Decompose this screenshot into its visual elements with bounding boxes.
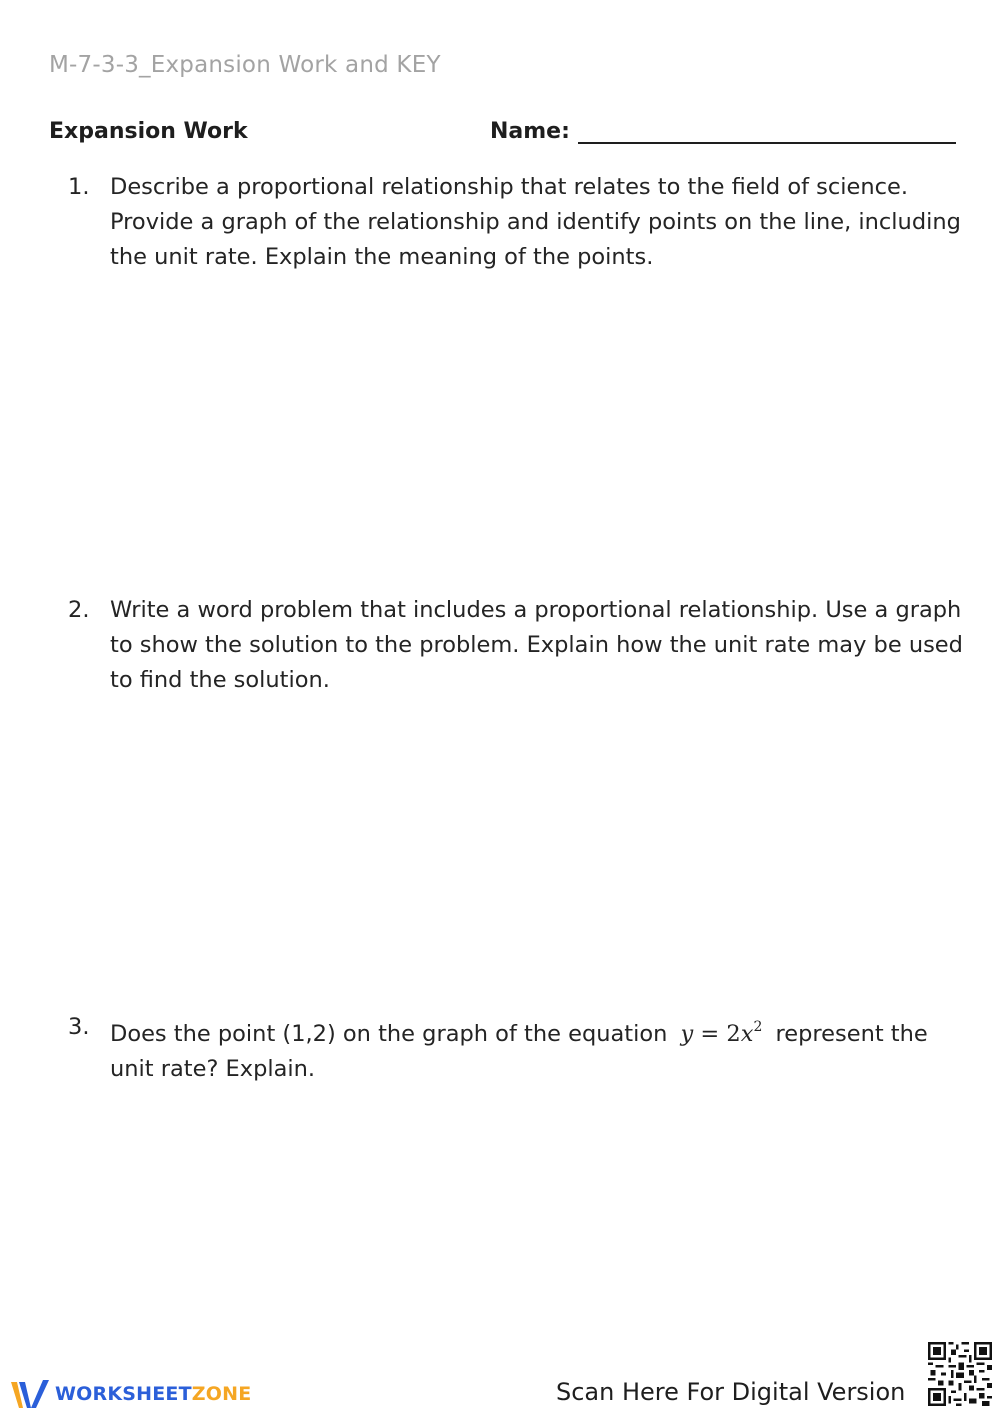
question-3 [68, 1010, 968, 1087]
name-label: Name: [490, 119, 570, 144]
equation-exponent: 2 [753, 1019, 763, 1035]
brand-name [55, 1383, 251, 1405]
worksheetzone-logo-icon [9, 1376, 51, 1412]
equation-coefficient: 2 [726, 1021, 741, 1047]
worksheetzone-logo[interactable] [9, 1374, 251, 1414]
brand-secondary: ZONE [191, 1383, 252, 1405]
question-1 [68, 170, 968, 275]
question-text: Describe a proportional relationship that relates to the field of science. Provide a graph of the relationship and identify points on the line, including the unit rate. Explain the meaning of the points. [110, 174, 961, 270]
question-text: Write a word problem that includes a proportional relationship. Use a graph to show the solution to the problem. Explain how the unit rate may be used to find the solution. [110, 597, 963, 693]
question-number: 3. [68, 1014, 90, 1040]
qr-code-icon[interactable] [928, 1342, 992, 1406]
scan-instruction: Scan Here For Digital Version [556, 1378, 906, 1406]
equation-lhs: y [680, 1021, 694, 1047]
equation-variable: x [740, 1021, 754, 1047]
equation [681, 1021, 763, 1047]
question-text-after: represent the unit rate? Explain. [110, 1021, 928, 1082]
name-field[interactable] [490, 119, 956, 144]
question-2 [68, 593, 968, 698]
document-id: M-7-3-3_Expansion Work and KEY [49, 52, 441, 78]
brand-primary: WORKSHEET [55, 1383, 192, 1405]
section-title: Expansion Work [49, 119, 248, 144]
question-text [110, 1010, 968, 1087]
equation-equals: = [700, 1021, 720, 1047]
question-text-before: Does the point (1,2) on the graph of the equation [110, 1021, 668, 1047]
question-number: 1. [68, 174, 90, 200]
question-number: 2. [68, 597, 90, 623]
name-blank-line[interactable] [578, 120, 956, 144]
